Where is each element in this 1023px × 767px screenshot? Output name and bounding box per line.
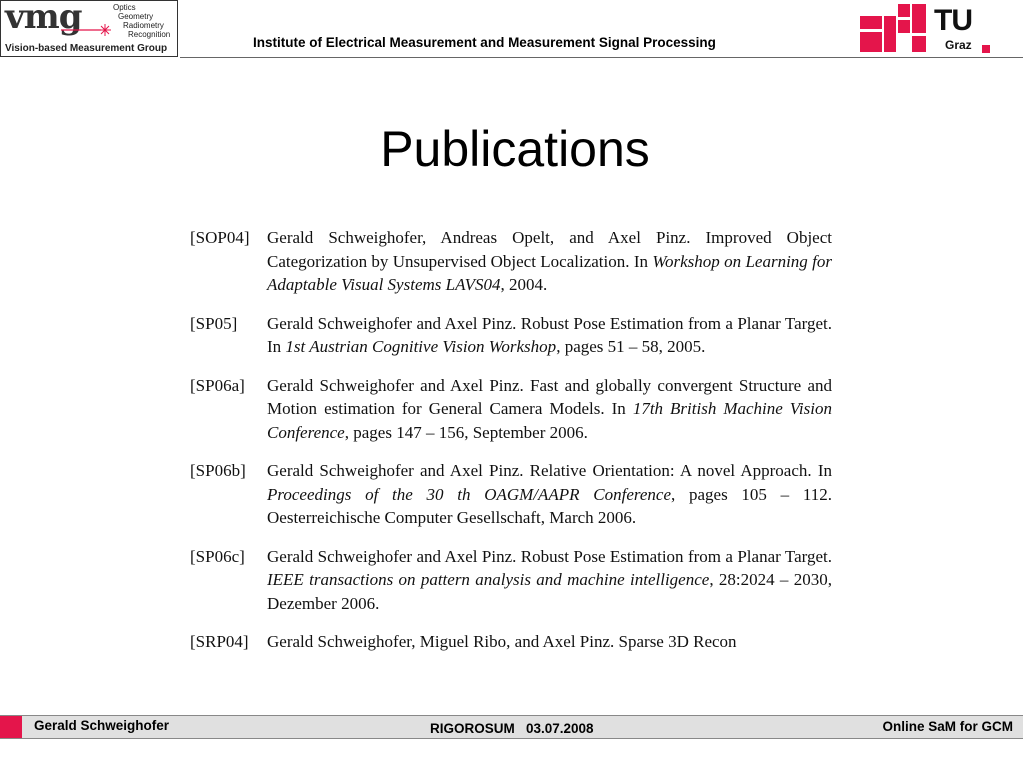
laser-star-icon bbox=[61, 23, 121, 37]
footer-right-label: Online SaM for GCM bbox=[882, 719, 1013, 734]
publication-item bbox=[190, 459, 832, 530]
footer-bar bbox=[0, 715, 1023, 739]
citation-key: [SOP04] bbox=[190, 228, 250, 247]
citation-key: [SP06c] bbox=[190, 546, 245, 566]
vmg-line-radiometry: Radiometry bbox=[123, 21, 164, 30]
publication-item bbox=[190, 312, 832, 359]
citation-text: Gerald Schweighofer, Andreas Opelt, and Axel Pinz. Improved Object Categorization by Unsupervised Object Localization. In Workshop on Learning for Adaptable Visual Systems LAVS04, 2004. bbox=[267, 228, 832, 294]
header-divider bbox=[180, 57, 1023, 58]
publication-list bbox=[190, 226, 832, 666]
publication-item bbox=[190, 226, 832, 297]
vmg-logo-word: vmg bbox=[5, 0, 82, 37]
citation-text: Gerald Schweighofer, Miguel Ribo, and Axel Pinz. Sparse 3D Recon bbox=[267, 632, 737, 651]
citation-key: [SP05] bbox=[190, 313, 238, 333]
citation-text: Gerald Schweighofer and Axel Pinz. Fast and globally convergent Structure and Motion estimation for General Camera Models. In 17th British Machine Vision Conference, pages 147 – 156, September 2006. bbox=[267, 375, 832, 442]
citation-key: [SRP04] bbox=[190, 632, 249, 651]
vmg-logo bbox=[0, 0, 178, 57]
tu-logo-text: TU bbox=[934, 4, 972, 37]
footer-author: Gerald Schweighofer bbox=[34, 718, 170, 733]
publication-item bbox=[190, 374, 832, 445]
vmg-line-optics: Optics bbox=[113, 3, 136, 12]
institute-name: Institute of Electrical Measurement and Measurement Signal Processing bbox=[253, 35, 716, 50]
footer-event: RIGOROSUM 03.07.2008 bbox=[430, 721, 594, 736]
publication-item bbox=[190, 545, 832, 616]
citation-text: Gerald Schweighofer and Axel Pinz. Robust Pose Estimation from a Planar Target. In 1st Austrian Cognitive Vision Workshop, pages 51 – 58, 2005. bbox=[267, 313, 832, 356]
citation-key: [SP06b] bbox=[190, 461, 246, 480]
vmg-group-name: Vision-based Measurement Group bbox=[5, 43, 168, 54]
tu-logo-city: Graz bbox=[945, 38, 972, 52]
page-title: Publications bbox=[380, 121, 650, 177]
vmg-line-geometry: Geometry bbox=[118, 12, 154, 21]
footer-accent bbox=[0, 716, 22, 738]
vmg-line-recognition: Recognition bbox=[128, 30, 171, 39]
citation-key: [SP06a] bbox=[190, 375, 245, 395]
publication-item bbox=[190, 630, 832, 654]
citation-text: Gerald Schweighofer and Axel Pinz. Relative Orientation: A novel Approach. In Proceedings of the 30 th OAGM/AAPR Conference, pages 105 – 112. Oesterreichische Computer Gesellschaft, March 2006. bbox=[267, 461, 832, 527]
citation-text: Gerald Schweighofer and Axel Pinz. Robust Pose Estimation from a Planar Target. IEEE transactions on pattern analysis and machine intelligence, 28:2024 – 2030, Dezember 2006. bbox=[267, 546, 832, 613]
